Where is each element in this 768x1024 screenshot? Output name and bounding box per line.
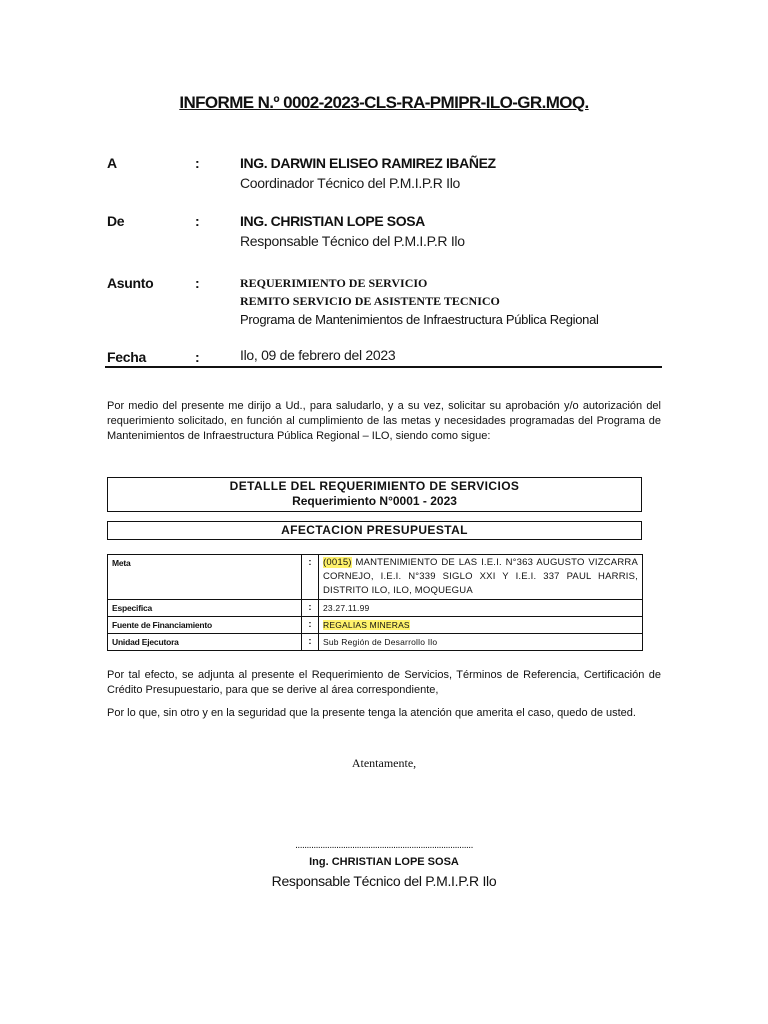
header-divider: [105, 366, 662, 368]
from-colon: :: [195, 213, 200, 229]
from-role: Responsable Técnico del P.M.I.P.R Ilo: [240, 233, 465, 249]
unidad-value: Sub Región de Desarrollo Ilo: [319, 634, 643, 651]
signature-line: ..............................................................................: [295, 840, 473, 851]
budget-allocation-header: AFECTACION PRESUPUESTAL: [107, 521, 642, 540]
to-label: A: [107, 155, 117, 171]
table-row: [108, 555, 643, 600]
to-role: Coordinador Técnico del P.M.I.P.R Ilo: [240, 175, 461, 191]
fuente-value: [319, 617, 643, 634]
detail-request-number: Requerimiento N°0001 - 2023: [292, 494, 457, 508]
to-name: ING. DARWIN ELISEO RAMIREZ IBAÑEZ: [240, 155, 496, 171]
salutation: Atentamente,: [351, 756, 417, 770]
subject-line-2: REMITO SERVICIO DE ASISTENTE TECNICO: [240, 294, 500, 308]
signer-role: Responsable Técnico del P.M.I.P.R Ilo: [271, 873, 497, 889]
detail-box: [107, 477, 642, 512]
document-title: INFORME N.º 0002-2023-CLS-RA-PMIPR-ILO-GR.MOQ.: [179, 93, 589, 112]
intro-paragraph: Por medio del presente me dirijo a Ud., para saludarlo, y a su vez, solicitar su aprobación y/o autorización del requerimiento solicitado, en función al cumplimiento de las metas y necesidades programadas del Programa de Mantenimientos de Infraestructura Pública Regional – ILO, siendo como sigue:: [107, 400, 661, 442]
meta-description: MANTENIMIENTO DE LAS I.E.I. N°363 AUGUSTO VIZCARRA CORNEJO, I.E.I. N°339 SIGLO XXI Y I.E.I. 337 PAUL HARRIS, DISTRITO ILO, ILO, MOQUEGUA: [323, 557, 638, 596]
table-row: [108, 617, 643, 634]
meta-label: Meta: [108, 555, 302, 600]
meta-code: (0015): [323, 557, 352, 568]
subject-label: Asunto: [107, 275, 154, 291]
subject-colon: :: [195, 275, 200, 291]
to-colon: :: [195, 155, 200, 171]
budget-table: [107, 554, 643, 651]
meta-colon: :: [302, 555, 319, 600]
subject-line-1: REQUERIMIENTO DE SERVICIO: [240, 276, 428, 290]
table-row: [108, 634, 643, 651]
closing-paragraph: Por lo que, sin otro y en la seguridad que la presente tenga la atención que amerita el caso, quedo de usted.: [107, 707, 636, 719]
especifica-colon: :: [302, 600, 319, 617]
from-label: De: [107, 213, 125, 229]
unidad-label: Unidad Ejecutora: [108, 634, 302, 651]
date-colon: :: [195, 349, 200, 365]
meta-value: [319, 555, 643, 600]
date-value: Ilo, 09 de febrero del 2023: [240, 347, 396, 363]
signer-name: Ing. CHRISTIAN LOPE SOSA: [309, 856, 459, 868]
unidad-colon: :: [302, 634, 319, 651]
subject-line-3: Programa de Mantenimientos de Infraestructura Pública Regional: [240, 312, 599, 327]
especifica-label: Especifica: [108, 600, 302, 617]
date-label: Fecha: [107, 349, 146, 365]
attachment-paragraph: Por tal efecto, se adjunta al presente el Requerimiento de Servicios, Términos de Referencia, Certificación de Crédito Presupuestario, para que se derive al área correspondiente,: [107, 669, 661, 696]
fuente-label: Fuente de Financiamiento: [108, 617, 302, 634]
table-row: [108, 600, 643, 617]
especifica-value: 23.27.11.99: [319, 600, 643, 617]
from-name: ING. CHRISTIAN LOPE SOSA: [240, 213, 425, 229]
fuente-highlight: REGALIAS MINERAS: [323, 620, 410, 630]
fuente-colon: :: [302, 617, 319, 634]
detail-title: DETALLE DEL REQUERIMIENTO DE SERVICIOS: [229, 479, 520, 493]
